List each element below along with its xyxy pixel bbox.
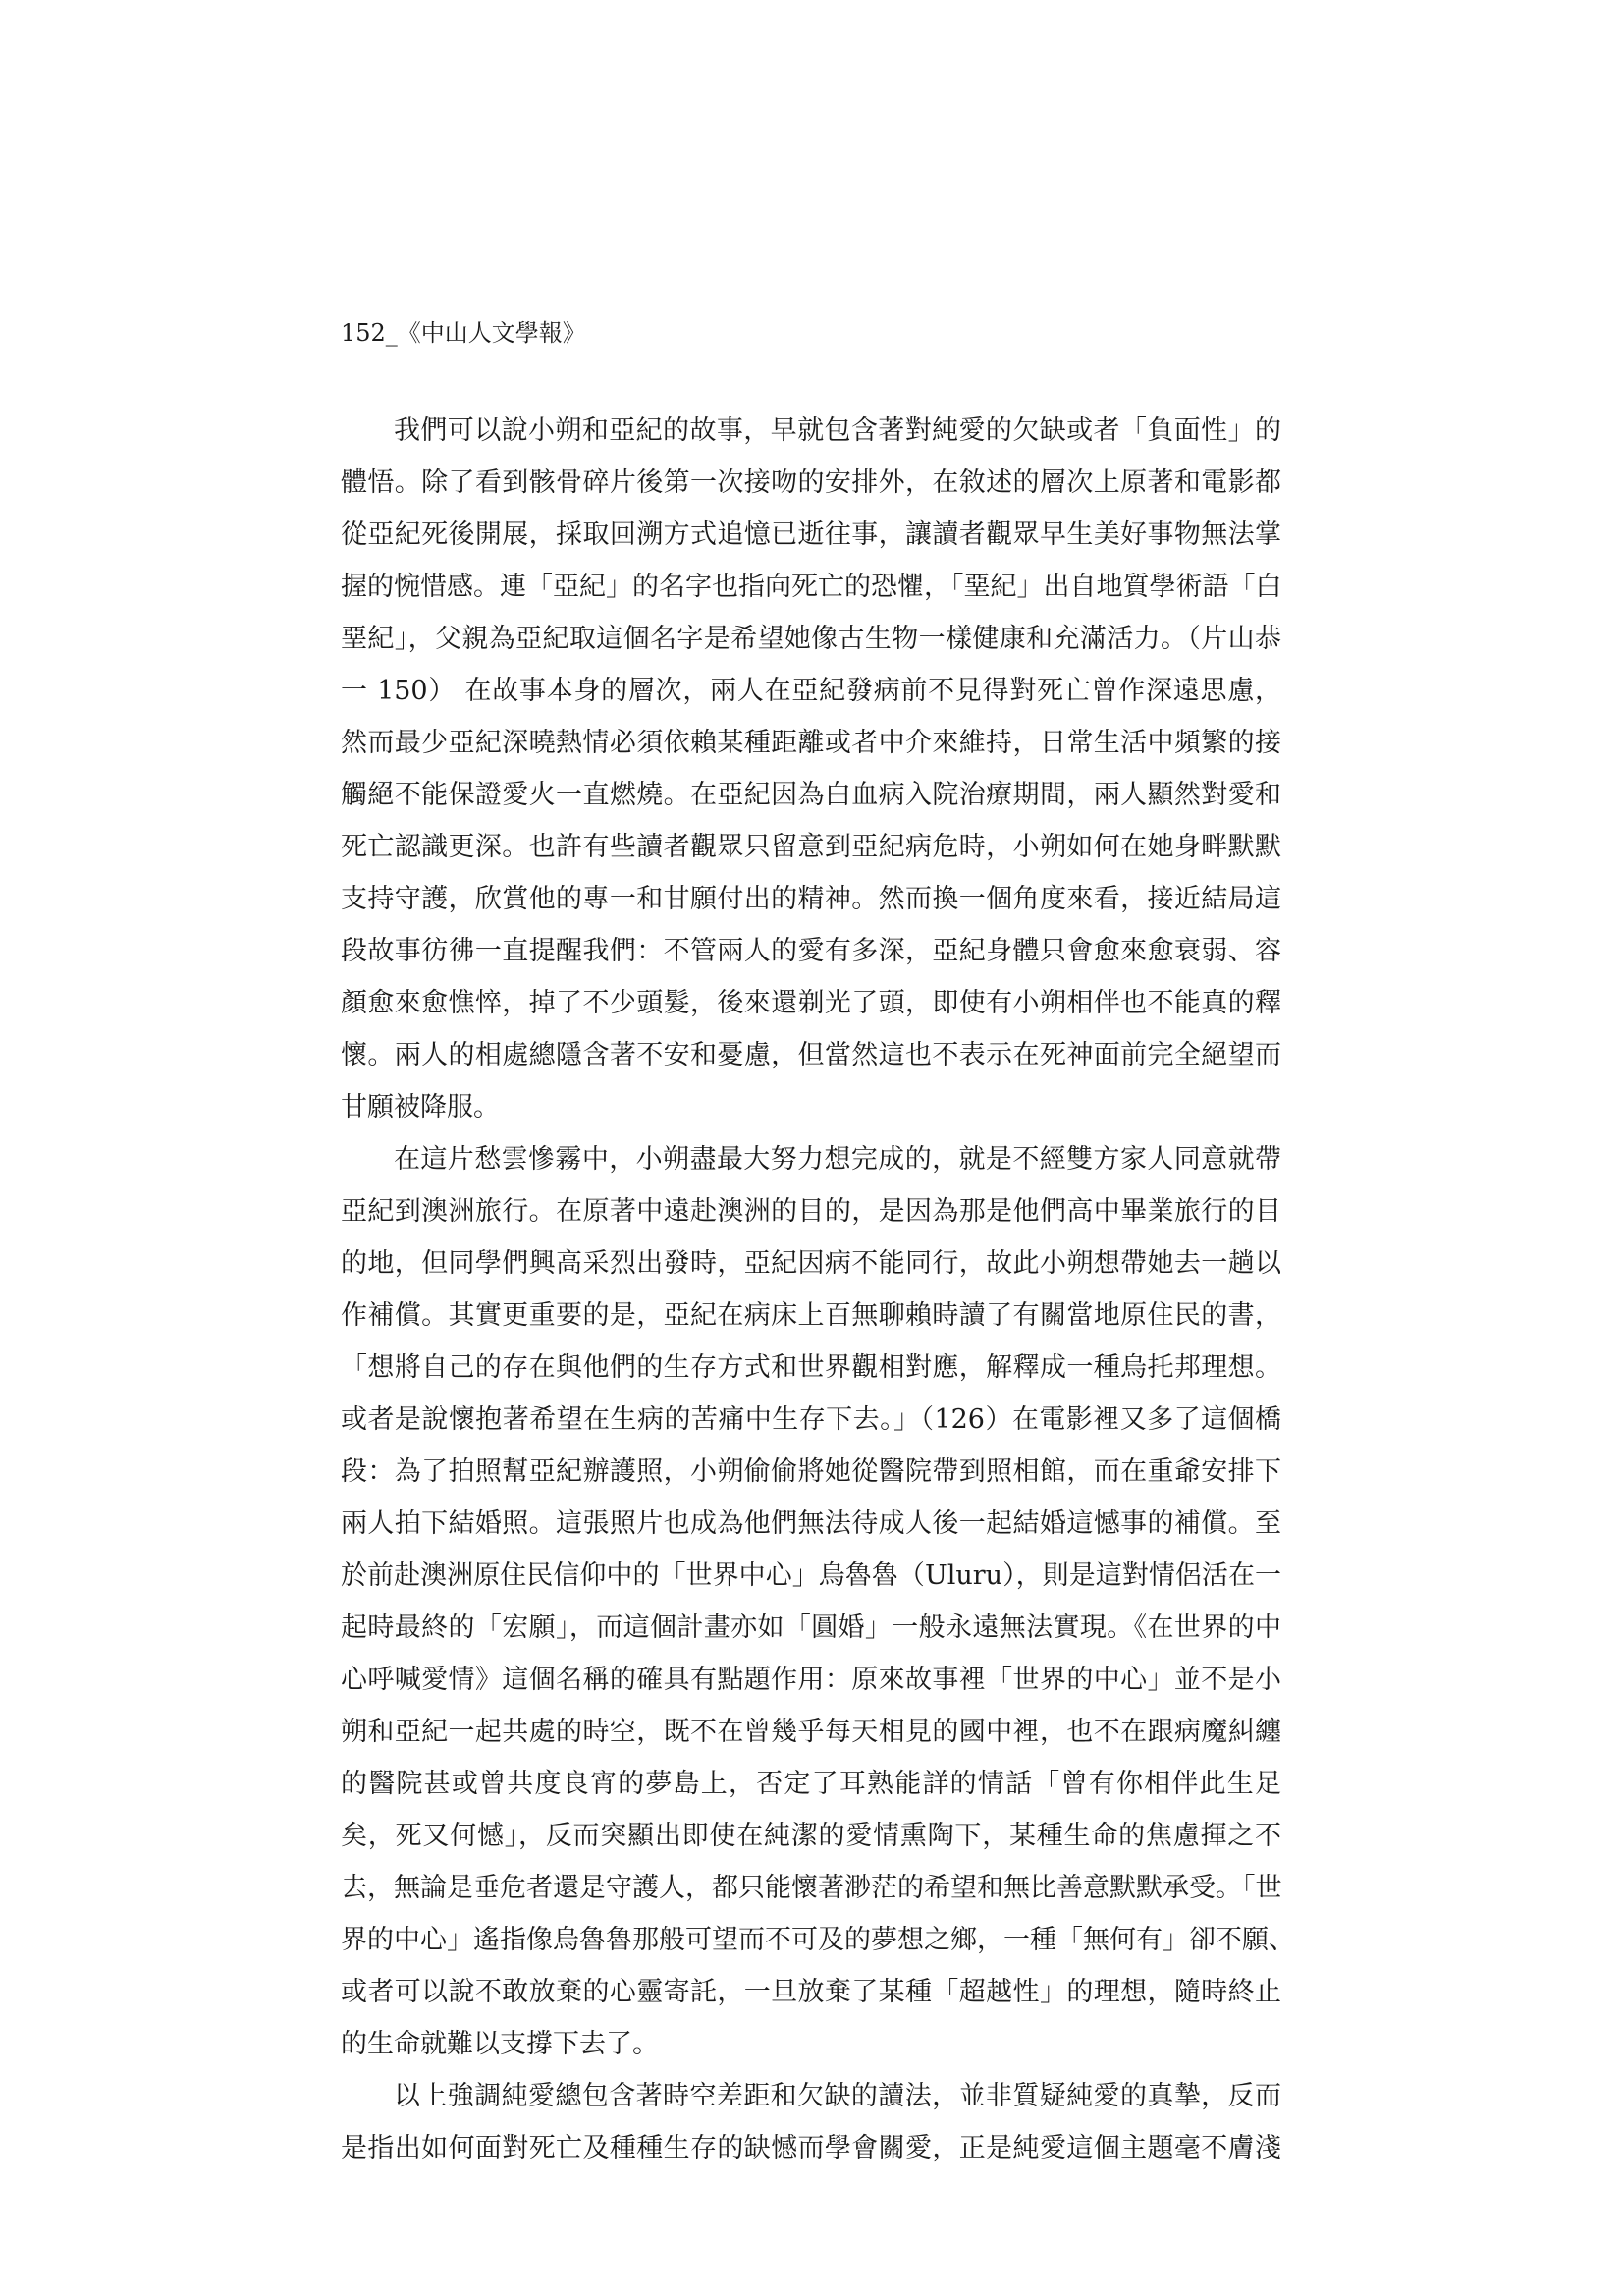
text-line: 段：為了拍照幫亞紀辦護照，小朔偷偷將她從醫院帶到照相館，而在重爺安排下 xyxy=(341,1456,1281,1487)
text-line: 握的惋惜感。連「亞紀」的名字也指向死亡的恐懼，「堊紀」出自地質學術語「白 xyxy=(341,572,1282,602)
text-line: 我們可以說小朔和亞紀的故事，早就包含著對純愛的欠缺或者「負面性」的 xyxy=(394,415,1281,446)
text-line: 甘願被降服。 xyxy=(341,1092,500,1122)
text-line: 顏愈來愈憔悴，掉了不少頭髮，後來還剃光了頭，即使有小朔相伴也不能真的釋 xyxy=(341,988,1281,1018)
text-line: 體悟。除了看到骸骨碎片後第一次接吻的安排外，在敘述的層次上原著和電影都 xyxy=(341,467,1281,498)
text-line: 界的中心」遙指像烏魯魯那般可望而不可及的夢想之鄉，一種「無何有」卻不願、 xyxy=(341,1925,1295,1955)
text-line: 懷。兩人的相處總隱含著不安和憂慮，但當然這也不表示在死神面前完全絕望而 xyxy=(341,1040,1281,1070)
text-line: 是指出如何面對死亡及種種生存的缺憾而學會關愛，正是純愛這個主題毫不膚淺 xyxy=(341,2133,1281,2163)
text-line: 一 150） 在故事本身的層次，兩人在亞紀發病前不見得對死亡曾作深遠思慮， xyxy=(341,676,1281,706)
text-line: 作補償。其實更重要的是，亞紀在病床上百無聊賴時讀了有關當地原住民的書， xyxy=(341,1300,1281,1331)
text-line: 或者可以說不敢放棄的心靈寄託，一旦放棄了某種「超越性」的理想，隨時終止 xyxy=(341,1977,1281,2007)
text-line: 段故事彷彿一直提醒我們：不管兩人的愛有多深，亞紀身體只會愈來愈衰弱、容 xyxy=(341,936,1281,966)
text-line: 的生命就難以支撐下去了。 xyxy=(341,2029,659,2059)
text-line: 「想將自己的存在與他們的生存方式和世界觀相對應，解釋成一種烏托邦理想。 xyxy=(341,1352,1281,1383)
running-head: 152_《中山人文學報》 xyxy=(341,319,586,347)
text-line: 堊紀」，父親為亞紀取這個名字是希望她像古生物一樣健康和充滿活力。（片山恭 xyxy=(341,624,1281,654)
paragraph-2 xyxy=(341,1133,1295,2070)
text-line: 在這片愁雲慘霧中，小朔盡最大努力想完成的，就是不經雙方家人同意就帶 xyxy=(394,1144,1281,1175)
text-line: 觸絕不能保證愛火一直燃燒。在亞紀因為白血病入院治療期間，兩人顯然對愛和 xyxy=(341,780,1281,810)
paragraph-3 xyxy=(341,2070,1281,2174)
text-line: 的醫院甚或曾共度良宵的夢島上，否定了耳熟能詳的情話「曾有你相伴此生足 xyxy=(341,1769,1281,1799)
text-line: 從亞紀死後開展，採取回溯方式追憶已逝往事，讓讀者觀眾早生美好事物無法掌 xyxy=(341,519,1281,550)
text-line: 的地，但同學們興高采烈出發時，亞紀因病不能同行，故此小朔想帶她去一趟以 xyxy=(341,1248,1281,1279)
text-line: 死亡認識更深。也許有些讀者觀眾只留意到亞紀病危時，小朔如何在她身畔默默 xyxy=(341,832,1281,862)
text-line: 或者是說懷抱著希望在生病的苦痛中生存下去。」（126）在電影裡又多了這個橋 xyxy=(341,1404,1281,1435)
text-line: 支持守護，欣賞他的專一和甘願付出的精神。然而換一個角度來看，接近結局這 xyxy=(341,884,1281,914)
text-line: 以上強調純愛總包含著時空差距和欠缺的讀法，並非質疑純愛的真摯，反而 xyxy=(394,2081,1281,2111)
text-line: 然而最少亞紀深曉熱情必須依賴某種距離或者中介來維持，日常生活中頻繁的接 xyxy=(341,728,1281,758)
text-line: 兩人拍下結婚照。這張照片也成為他們無法待成人後一起結婚這憾事的補償。至 xyxy=(341,1508,1281,1539)
text-line: 去，無論是垂危者還是守護人，都只能懷著渺茫的希望和無比善意默默承受。「世 xyxy=(341,1873,1282,1903)
text-line: 起時最終的「宏願」，而這個計畫亦如「圓婚」一般永遠無法實現。《在世界的中 xyxy=(341,1613,1281,1643)
text-line: 朔和亞紀一起共處的時空，既不在曾幾乎每天相見的國中裡，也不在跟病魔糾纏 xyxy=(341,1717,1281,1747)
paragraph-1 xyxy=(341,405,1281,1133)
text-line: 於前赴澳洲原住民信仰中的「世界中心」烏魯魯（Uluru），則是這對情侶活在一 xyxy=(341,1560,1281,1591)
text-line: 矣，死又何憾」，反而突顯出即使在純潔的愛情熏陶下，某種生命的焦慮揮之不 xyxy=(341,1821,1281,1851)
text-line: 亞紀到澳洲旅行。在原著中遠赴澳洲的目的，是因為那是他們高中畢業旅行的目 xyxy=(341,1196,1281,1227)
text-line: 心呼喊愛情》這個名稱的確具有點題作用：原來故事裡「世界的中心」並不是小 xyxy=(341,1665,1281,1695)
body-text xyxy=(341,405,1295,2174)
